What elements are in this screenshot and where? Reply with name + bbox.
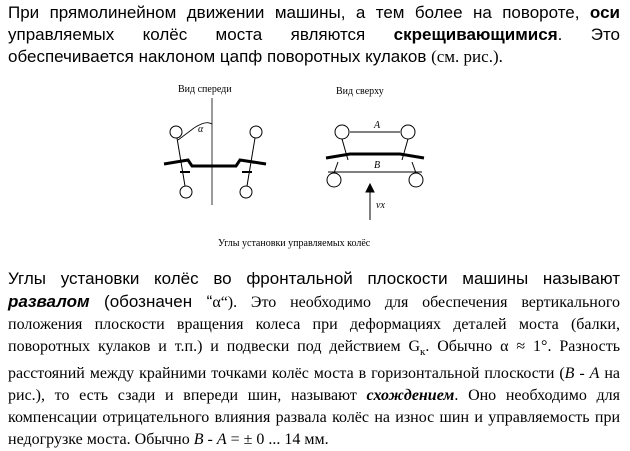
alignment-diagram [150,80,480,255]
camber-intro-text: Углы установки колёс во фронтальной плоскости машины называют [8,269,620,288]
camber-term: развалом [8,292,90,311]
body-paragraph [8,268,620,451]
dimension-b-label: B [374,160,381,171]
toe-mid-text: на рис.), то есть сзади и впереди шин, называют [8,365,620,405]
toe-b-symbol: B [564,365,575,383]
velocity-label: vx [376,200,385,211]
toe-a-symbol: A [589,365,600,383]
intro-paragraph [8,2,620,68]
dimension-a-label: A [374,120,381,131]
intro-text-3: . Это обеспечивается наклоном цапф поворотных кулаков [8,25,620,66]
toe-value-a: A [216,431,227,449]
toe-minus: - [574,365,590,383]
toe-term: схождением [366,387,455,405]
toe-intro-text: Разность расстояний между крайними точками колёс моста в горизонтальной плоскости ( [8,338,621,383]
toe-value-b: B [193,431,204,449]
intro-bold-axes: оси [589,3,620,22]
camber-load-subscript: к [420,346,426,359]
toe-purpose-text: Оно необходимо для компенсации отрицательного влияния развала колёс на износ шин и управляемость при недогрузке моста. Обычно [8,387,620,449]
intro-text-1: При прямолинейном движении машины, а тем более на повороте, [8,3,590,22]
toe-period: . [454,387,459,405]
toe-typical-value: = ± 0 ... 14 мм. [226,431,329,449]
camber-typical-value: . Обычно α ≈ 1°. [425,338,552,355]
top-view-drawing [326,125,424,220]
figure-caption: Углы установки управляемых колёс [218,238,371,249]
intro-figure-ref: (см. рис.). [431,47,503,66]
front-view-drawing [164,98,266,205]
camber-explanation: “). Это необходимо для обеспечения вертикального положения плоскости вращения колеса при деформациях деталей моста (балки, поворотных кулаков и т.п.) и подвески под действием G [8,294,621,355]
camber-note-open: (обозначен “ [89,292,213,311]
front-alpha-label: α [198,124,204,135]
intro-text-2: управляемых колёс моста являются [8,25,394,44]
camber-alpha: α [212,294,221,311]
top-view-label: Вид сверху [336,86,384,97]
front-view-label: Вид спереди [178,84,232,95]
toe-value-minus: - [203,431,217,449]
intro-bold-crossing: скрещивающимися [393,25,558,44]
figure-wheel-alignment [150,80,480,255]
